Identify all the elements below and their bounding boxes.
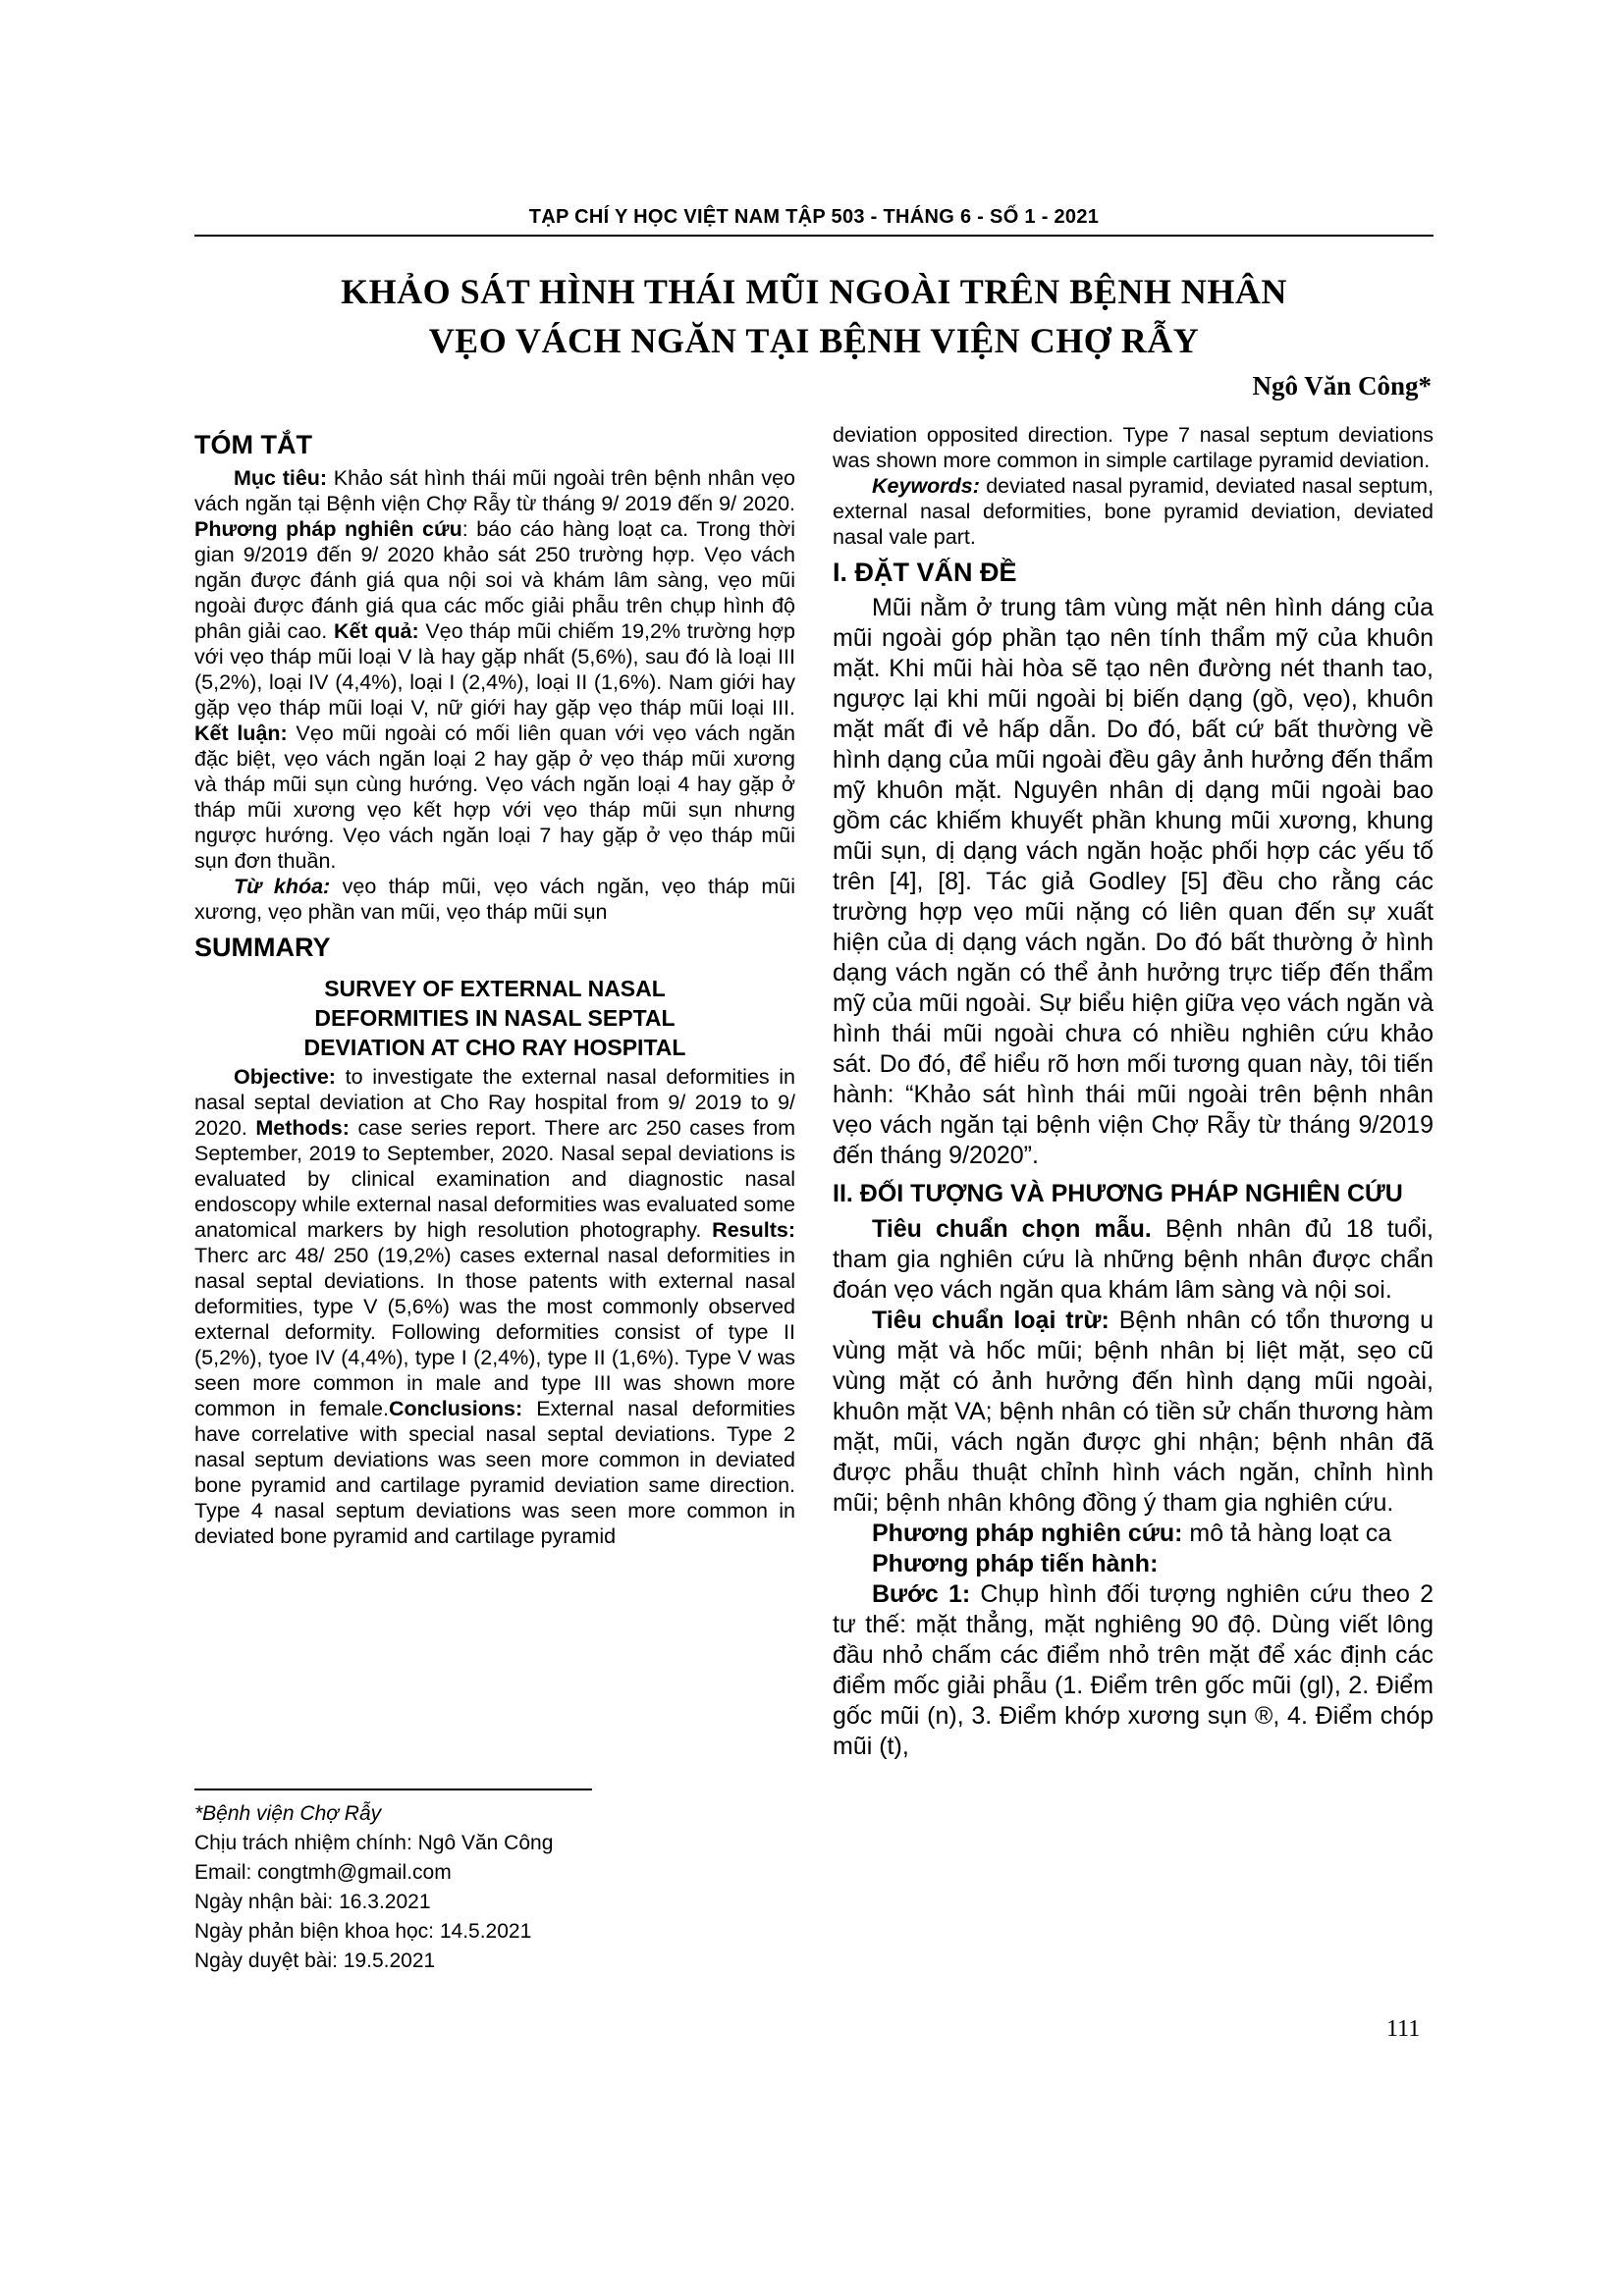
summary-title-line-2: DEFORMITIES IN NASAL SEPTAL: [314, 1005, 676, 1031]
objective-text: to investigate the external nasal deformities in nasal septal deviation at Cho Ray hospital from 9/ 2019 to 9/ 2020.: [194, 1065, 795, 1140]
right-column: [833, 422, 1434, 1762]
ppnc-paragraph: [833, 1519, 1434, 1549]
title-line-1: KHẢO SÁT HÌNH THÁI MŨI NGOÀI TRÊN BỆNH NHÂN: [341, 272, 1287, 311]
tomtat-paragraph: [194, 465, 795, 874]
muc-tieu-label: Mục tiêu:: [234, 466, 328, 490]
conclusions-label: Conclusions:: [388, 1397, 523, 1420]
tu-khoa-label: Từ khóa:: [234, 875, 331, 898]
footnote-email: Email: congtmh@gmail.com: [194, 1861, 452, 1884]
footnote-received: Ngày nhận bài: 16.3.2021: [194, 1891, 431, 1913]
summary-title-line-3: DEVIATION AT CHO RAY HOSPITAL: [303, 1035, 686, 1060]
footnote-approved: Ngày duyệt bài: 19.5.2021: [194, 1949, 436, 1972]
ket-luan-text: Vẹo mũi ngoài có mối liên quan với vẹo vách ngăn đặc biệt, vẹo vách ngăn loại 2 hay gặp ở vẹo tháp mũi xương và tháp mũi sụn cùng hướng. Vẹo vách ngăn loại 4 hay gặp ở tháp mũi xương vẹo kết hợp với vẹo tháp mũi sụn nhưng ngược hướng. Vẹo vách ngăn loại 7 hay gặp ở vẹo tháp mũi sụn đơn thuần.: [194, 721, 795, 873]
loai-tru-paragraph: [833, 1306, 1434, 1519]
tomtat-heading: TÓM TẮT: [194, 430, 312, 459]
article-title: [194, 267, 1434, 365]
left-column: [194, 422, 795, 1549]
loai-tru-label: Tiêu chuẩn loại trừ:: [872, 1307, 1110, 1334]
keywords-label: Keywords:: [872, 474, 980, 498]
ppnc-text: : báo cáo hàng loạt ca. Trong thời gian 9/2019 đến 9/ 2020 khảo sát 250 trường hợp. Vẹo vách ngăn được đánh giá qua nội soi và khám lâm sàng, vẹo mũi ngoài được đánh giá qua các mốc giải phẫu trên chụp hình độ phân giải cao.: [194, 517, 795, 643]
buoc1-text: Chụp hình đối tượng nghiên cứu theo 2 tư thế: mặt thẳng, mặt nghiêng 90 độ. Dùng viết lông đầu nhỏ chấm các điểm nhỏ trên mặt để xác định các điểm mốc giải phẫu (1. Điểm trên gốc mũi (gl), 2. Điểm gốc mũi (n), 3. Điểm khớp xương sụn ®, 4. Điểm chóp mũi (t),: [833, 1580, 1434, 1760]
summary-paragraph: [194, 1064, 795, 1549]
chon-mau-label: Tiêu chuẩn chọn mẫu.: [872, 1215, 1152, 1243]
summary-continued: deviation opposited direction. Type 7 nasal septum deviations was shown more common in simple cartilage pyramid deviation.: [833, 423, 1434, 472]
buoc1-paragraph: [833, 1579, 1434, 1762]
ket-qua-label: Kết quả:: [333, 619, 419, 643]
summary-title-line-1: SURVEY OF EXTERNAL NASAL: [324, 976, 666, 1001]
results-label: Results:: [712, 1218, 795, 1242]
section2-heading: II. ĐỐI TƯỢNG VÀ PHƯƠNG PHÁP NGHIÊN CỨU: [833, 1180, 1403, 1207]
pptt-paragraph: [833, 1549, 1434, 1579]
footnote-rule: [194, 1789, 592, 1790]
results-text: Therc arc 48/ 250 (19,2%) cases external nasal deformities in nasal septal deviations. In those patents with external nasal deformities, type V (5,6%) was the most commonly observed external deformity. Following deformities consist of type II (5,2%), tyoe IV (4,4%), type I (2,4%), type II (1,6%). Type V was seen more common in male and type III was shown more common in female.: [194, 1244, 795, 1420]
header-rule: [194, 235, 1434, 237]
section1-paragraph: Mũi nằm ở trung tâm vùng mặt nên hình dáng của mũi ngoài góp phần tạo nên tính thẩm mỹ của khuôn mặt. Khi mũi hài hòa sẽ tạo nên đường nét thanh tao, ngược lại khi mũi ngoài bị biến dạng (gồ, vẹo), khuôn mặt mất đi vẻ hấp dẫn. Do đó, bất cứ bất thường về hình dạng của mũi ngoài đều gây ảnh hưởng đến thẩm mỹ khuôn mặt. Nguyên nhân dị dạng mũi ngoài bao gồm các khiếm khuyết phần khung mũi xương, khung mũi sụn, dị dạng vách ngăn hoặc phối hợp các yếu tố trên [4], [8]. Tác giả Godley [5] đều cho rằng các trường hợp vẹo mũi nặng có liên quan đến sự xuất hiện của dị dạng vách ngăn. Do đó bất thường ở hình dạng vách ngăn có thể ảnh hưởng trực tiếp đến thẩm mỹ của mũi ngoài. Sự biểu hiện giữa vẹo vách ngăn và hình thái mũi ngoài chưa có nhiều nghiên cứu khảo sát. Do đó, để hiểu rõ hơn mối tương quan này, tôi tiến hành: “Khảo sát hình thái mũi ngoài trên bệnh nhân vẹo vách ngăn tại bệnh viện Chợ Rẫy từ tháng 9/2019 đến tháng 9/2020”.: [833, 594, 1434, 1169]
title-line-2: VẸO VÁCH NGĂN TẠI BỆNH VIỆN CHỢ RẪY: [428, 321, 1200, 360]
footnote-reviewed: Ngày phản biện khoa học: 14.5.2021: [194, 1920, 532, 1943]
pptt-label: Phương pháp tiến hành:: [872, 1550, 1159, 1577]
summary-title: [194, 974, 795, 1062]
section1-heading: I. ĐẶT VẤN ĐỀ: [833, 558, 1017, 587]
muc-tieu-text: Khảo sát hình thái mũi ngoài trên bệnh nhân vẹo vách ngăn tại Bệnh viện Chợ Rẫy từ tháng 9/ 2019 đến 9/ 2020.: [194, 466, 795, 515]
ppnc2-label: Phương pháp nghiên cứu:: [872, 1520, 1183, 1547]
summary-heading: SUMMARY: [194, 933, 331, 962]
tu-khoa-paragraph: [194, 874, 795, 925]
footnotes: [194, 1799, 795, 1976]
ppnc2-text: mô tả hàng loạt ca: [1182, 1520, 1392, 1547]
ket-luan-label: Kết luận:: [194, 721, 288, 745]
methods-label: Methods:: [255, 1116, 350, 1140]
objective-label: Objective:: [234, 1065, 336, 1089]
ppnc-label: Phương pháp nghiên cứu: [194, 517, 462, 541]
footnote-hospital: *Bệnh viện Chợ Rẫy: [194, 1802, 382, 1825]
ket-qua-text: Vẹo tháp mũi chiếm 19,2% trường hợp với vẹo tháp mũi loại V là hay gặp nhất (5,6%), sau đó là loại III (5,2%), loại IV (4,4%), loại I (2,4%), loại II (1,6%). Nam giới hay gặp vẹo tháp mũi loại V, nữ giới hay gặp vẹo tháp mũi loại III.: [194, 619, 795, 720]
keywords-text: deviated nasal pyramid, deviated nasal septum, external nasal deformities, bone pyramid deviation, deviated nasal vale part.: [833, 474, 1434, 549]
chon-mau-paragraph: [833, 1214, 1434, 1306]
tu-khoa-text: vẹo tháp mũi, vẹo vách ngăn, vẹo tháp mũi xương, vẹo phần van mũi, vẹo tháp mũi sụn: [194, 875, 795, 924]
methods-text: case series report. There arc 250 cases from September, 2019 to September, 2020. Nasal sepal deviations is evaluated by clinical examination and diagnostic nasal endoscopy while external nasal deformities was evaluated some anatomical markers by high resolution photography.: [194, 1116, 796, 1242]
conclusions-text: External nasal deformities have correlative with special nasal septal deviations. Type 2 nasal septum deviations was seen more common in deviated bone pyramid and cartilage pyramid deviation same direction. Type 4 nasal septum deviations was seen more common in deviated bone pyramid and cartilage pyramid: [194, 1397, 795, 1548]
author-name: Ngô Văn Công*: [1252, 371, 1432, 400]
journal-header: TẠP CHÍ Y HỌC VIỆT NAM TẬP 503 - THÁNG 6 - SỐ 1 - 2021: [528, 206, 1100, 228]
chon-mau-text: Bệnh nhân đủ 18 tuổi, tham gia nghiên cứu là những bệnh nhân được chẩn đoán vẹo vách ngăn qua khám lâm sàng và nội soi.: [833, 1215, 1434, 1304]
page-number: 111: [1386, 2016, 1421, 2042]
footnote-responsible: Chịu trách nhiệm chính: Ngô Văn Công: [194, 1832, 554, 1854]
loai-tru-text: Bệnh nhân có tổn thương u vùng mặt và hốc mũi; bệnh nhân bị liệt mặt, sẹo cũ vùng mặt có ảnh hưởng đến hình dạng mũi ngoài, khuôn mặt VA; bệnh nhân có tiền sử chấn thương hàm mặt, mũi, vách ngăn được ghi nhận; bệnh nhân đã được phẫu thuật chỉnh hình vách ngăn, chỉnh hình mũi; bệnh nhân không đồng ý tham gia nghiên cứu.: [833, 1307, 1434, 1517]
buoc1-label: Bước 1:: [872, 1580, 971, 1608]
keywords-paragraph: [833, 473, 1434, 550]
